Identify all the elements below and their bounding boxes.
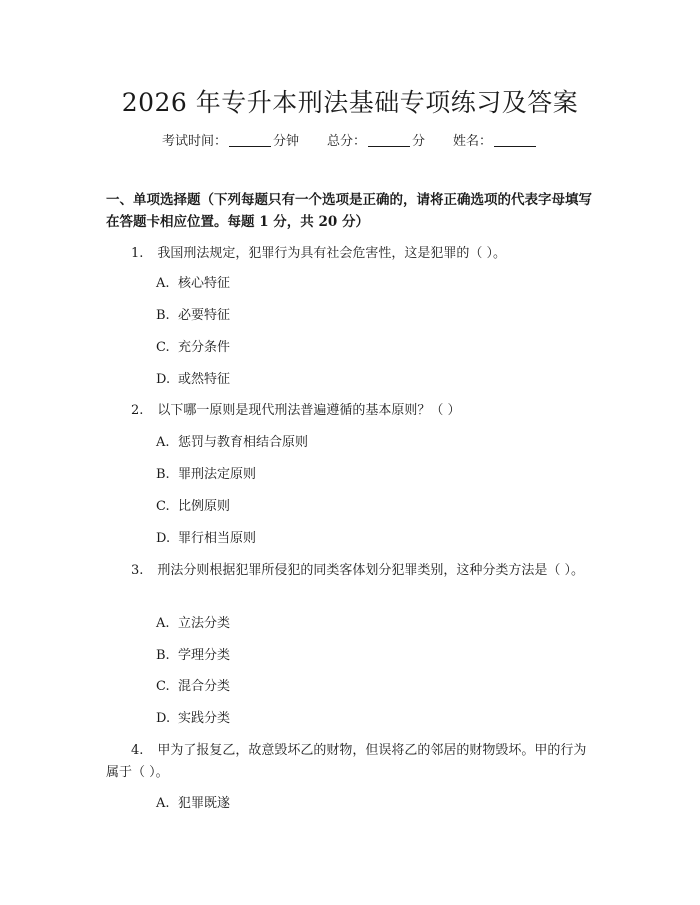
option-3b: B. 学理分类 <box>156 648 231 663</box>
question-number: 3. <box>131 563 144 578</box>
option-3d: D. 实践分类 <box>156 711 231 726</box>
question-text: 甲为了报复乙，故意毁坏乙的财物，但误将乙的邻居的财物毁坏。甲的行为属于（ ）。 <box>106 743 587 780</box>
option-2d: D. 罪行相当原则 <box>156 531 257 546</box>
time-label: 考试时间： <box>161 134 227 149</box>
section-heading: 一、单项选择题（下列每题只有一个选项是正确的，请将正确选项的代表字母填写在答题卡相应位置。每题 1 分，共 20 分） <box>106 192 592 230</box>
option-1c: C. 充分条件 <box>156 340 231 355</box>
option-1d: D. 或然特征 <box>156 372 231 387</box>
exam-info-line <box>0 130 700 149</box>
question-4 <box>106 740 598 784</box>
option-4a: A. 犯罪既遂 <box>156 796 231 811</box>
question-2 <box>106 400 598 422</box>
name-blank <box>494 134 536 147</box>
time-unit: 分钟 <box>272 134 299 149</box>
option-2c: C. 比例原则 <box>156 499 231 514</box>
time-blank <box>229 134 271 147</box>
option-2a: A. 惩罚与教育相结合原则 <box>156 435 309 450</box>
question-3 <box>106 560 598 582</box>
question-1 <box>106 243 598 265</box>
option-3a: A. 立法分类 <box>156 616 231 631</box>
question-text: 以下哪一原则是现代刑法普遍遵循的基本原则？（ ） <box>157 403 461 418</box>
option-1b: B. 必要特征 <box>156 308 231 323</box>
question-number: 1. <box>131 246 144 261</box>
question-text: 我国刑法规定，犯罪行为具有社会危害性，这是犯罪的（ ）。 <box>157 246 507 261</box>
option-1a: A. 核心特征 <box>156 276 231 291</box>
question-number: 2. <box>131 403 144 418</box>
page-title: 2026 年专升本刑法基础专项练习及答案 <box>121 88 579 117</box>
question-text: 刑法分则根据犯罪所侵犯的同类客体划分犯罪类别，这种分类方法是（ ）。 <box>157 563 585 578</box>
option-2b: B. 罪刑法定原则 <box>156 467 257 482</box>
score-unit: 分 <box>412 134 426 149</box>
question-number: 4. <box>131 743 144 758</box>
name-label: 姓名： <box>453 134 493 149</box>
score-label: 总分： <box>326 134 366 149</box>
score-blank <box>368 134 410 147</box>
option-3c: C. 混合分类 <box>156 679 231 694</box>
